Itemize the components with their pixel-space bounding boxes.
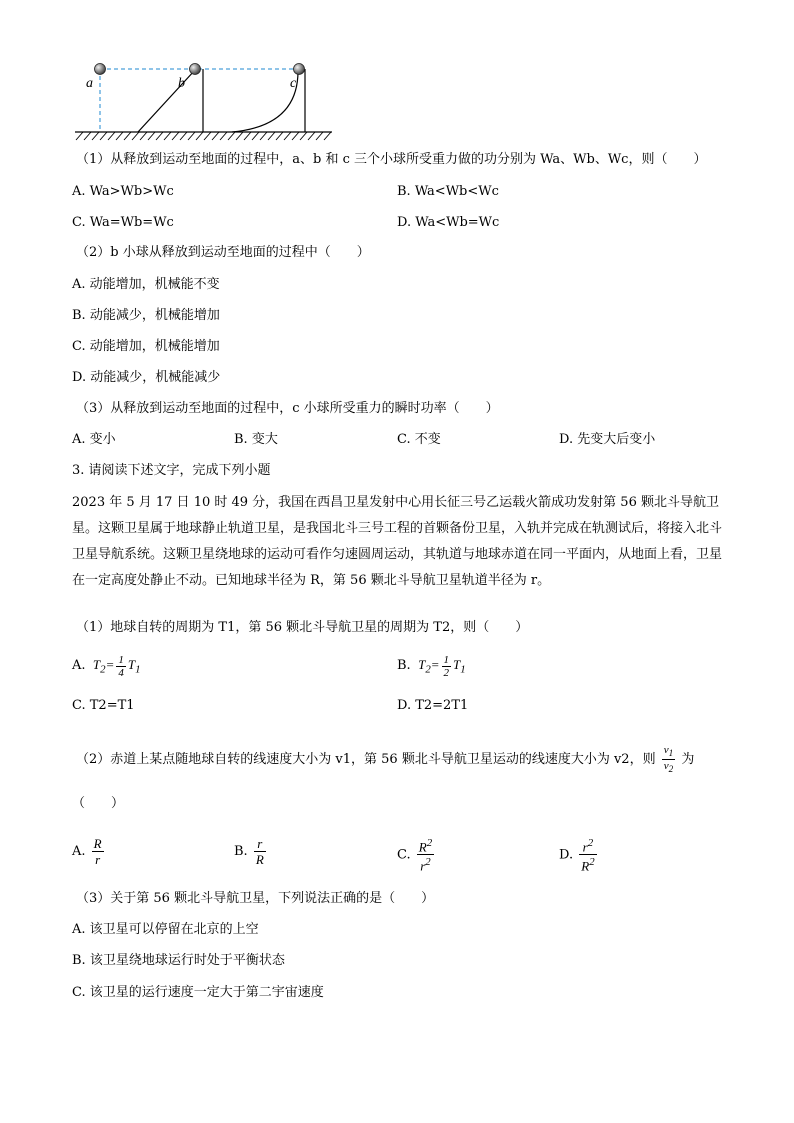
curved-track xyxy=(232,71,298,132)
q2-2-option-b[interactable]: B. 动能减少，机械能增加 xyxy=(72,308,220,323)
q2-3-option-c[interactable]: C. 不变 xyxy=(397,432,441,447)
q2-1-option-b[interactable]: B. Wa<Wb<Wc xyxy=(397,184,499,199)
q3-2-option-a-formula: $\frac{R}{r}$ xyxy=(93,836,102,867)
q3-1-option-c[interactable]: C. T2=T1 xyxy=(72,698,135,713)
q3-2-option-b[interactable] xyxy=(234,836,268,867)
label-a: a xyxy=(86,76,93,91)
q2-3-option-b[interactable]: B. 变大 xyxy=(234,432,278,447)
q3-2-option-c[interactable] xyxy=(397,836,436,874)
q2-3-option-a[interactable]: A. 变小 xyxy=(72,432,116,447)
q3-2-option-c-formula: $\frac{R^2}{r^2}$ xyxy=(418,837,433,874)
q3-passage: 2023 年 5 月 17 日 10 时 49 分，我国在西昌卫星发射中心用长征三号乙运载火箭成功发射第 56 颗北斗导航卫星。这颗卫星属于地球静止轨道卫星，是我国北斗三号工程的首颗备份卫星，入轨并完成在轨测试后，将接入北斗卫星导航系统。这颗卫星绕地球的运动可看作匀速圆周运动，其轨道与地球赤道在同一平面内，从地面上看，卫星在一定高度处静止不动。已知地球半径为 R，第 56 颗北斗导航卫星轨道半径为 r。 xyxy=(72,495,723,588)
q3-1-option-b[interactable] xyxy=(397,652,466,683)
q3-3-option-c[interactable]: C. 该卫星的运行速度一定大于第二宇宙速度 xyxy=(72,985,324,1000)
q3-1-option-d[interactable]: D. T2=2T1 xyxy=(397,698,469,713)
q3-1-stem: （1）地球自转的周期为 T1，第 56 颗北斗导航卫星的周期为 T2，则（ ） xyxy=(76,620,529,635)
q3-2-option-c-label: C. xyxy=(397,847,411,863)
q2-1-option-d[interactable]: D. Wa<Wb=Wc xyxy=(397,215,500,230)
ground-hatching xyxy=(76,132,331,140)
q3-2-ratio-v1-v2: $\frac{v_1}{v_2}$ xyxy=(663,744,674,775)
q2-1-stem: （1）从释放到运动至地面的过程中，a、b 和 c 三个小球所受重力做的功分别为 Wa、Wb、Wc，则（ ） xyxy=(76,152,707,167)
q3-header: 3. 请阅读下述文字，完成下列小题 xyxy=(72,463,271,478)
q3-1-option-a-label: A. xyxy=(72,658,86,673)
q3-1-option-b-label: B. xyxy=(397,658,411,673)
q3-1-option-a[interactable] xyxy=(72,652,141,683)
q3-2-stem-suffix: 为 xyxy=(681,752,695,768)
q2-2-option-a[interactable]: A. 动能增加，机械能不变 xyxy=(72,277,220,292)
three-balls-figure xyxy=(70,60,340,142)
q3-2-option-a[interactable] xyxy=(72,836,106,867)
q3-2-stem xyxy=(76,744,694,775)
q3-2-option-b-formula: $\frac{r}{R}$ xyxy=(255,836,264,867)
q3-2-stem-text: （2）赤道上某点随地球自转的线速度大小为 v1，第 56 颗北斗导航卫星运动的线速度大小为 v2，则 xyxy=(76,752,656,768)
q3-2-option-a-label: A. xyxy=(72,844,86,859)
label-c: c xyxy=(290,76,297,91)
q3-3-option-a[interactable]: A. 该卫星可以停留在北京的上空 xyxy=(72,922,259,937)
q3-2-blank: （ ） xyxy=(72,796,125,811)
label-b: b xyxy=(178,76,185,91)
q2-3-stem: （3）从释放到运动至地面的过程中，c 小球所受重力的瞬时功率（ ） xyxy=(76,401,499,416)
ball-c xyxy=(294,64,305,75)
q2-1-option-c[interactable]: C. Wa=Wb=Wc xyxy=(72,215,174,230)
ball-b xyxy=(190,64,201,75)
q3-3-option-b[interactable]: B. 该卫星绕地球运行时处于平衡状态 xyxy=(72,953,285,968)
q3-2-option-d[interactable] xyxy=(559,836,599,874)
q2-2-option-c[interactable]: C. 动能增加，机械能增加 xyxy=(72,339,220,354)
q2-2-stem: （2）b 小球从释放到运动至地面的过程中（ ） xyxy=(76,245,370,260)
q3-1-option-a-formula: $T_2=$ $\frac{1}{4}$ $T_1$ xyxy=(89,653,141,679)
q3-3-stem: （3）关于第 56 颗北斗导航卫星，下列说法正确的是（ ） xyxy=(76,891,435,906)
q3-1-option-b-formula: $T_2=$ $\frac{1}{2}$ $T_1$ xyxy=(414,653,466,679)
q2-1-option-a[interactable]: A. Wa>Wb>Wc xyxy=(72,184,174,199)
ball-a xyxy=(95,64,106,75)
incline-surface xyxy=(138,70,195,132)
q3-2-option-b-label: B. xyxy=(234,844,248,859)
q2-2-option-d[interactable]: D. 动能减少，机械能减少 xyxy=(72,370,221,385)
q3-2-option-d-label: D. xyxy=(559,847,574,863)
q3-2-option-d-formula: $\frac{r^2}{R^2}$ xyxy=(581,837,595,874)
q2-3-option-d[interactable]: D. 先变大后变小 xyxy=(559,432,656,447)
